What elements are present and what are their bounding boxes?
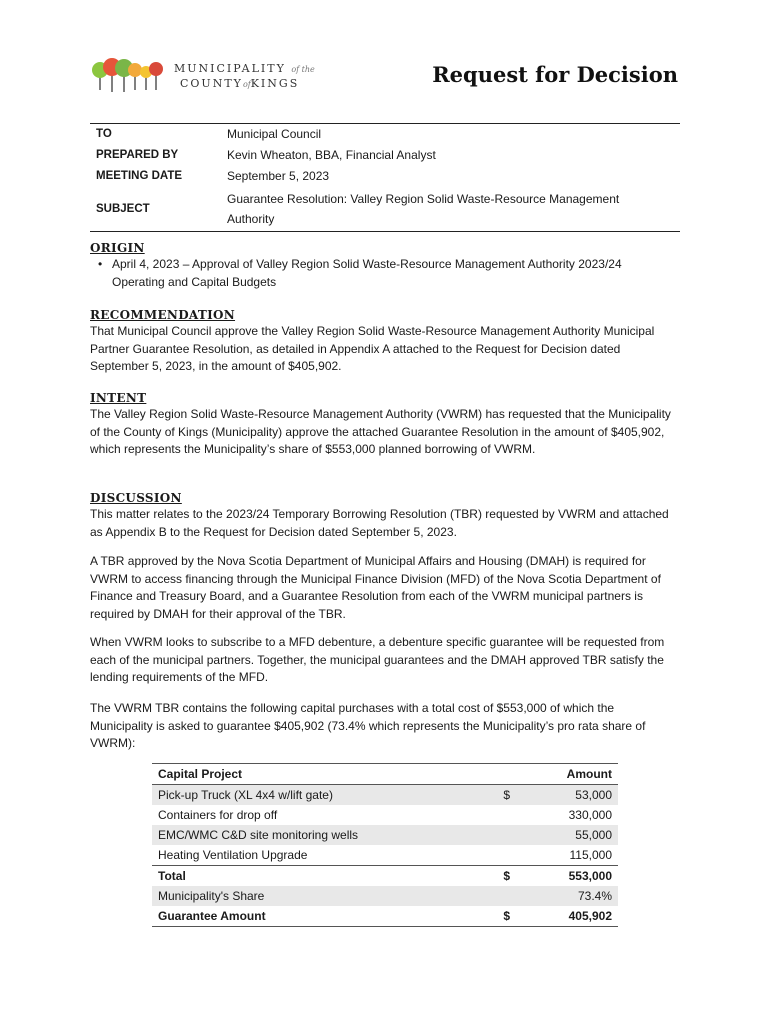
header-value: Kevin Wheaton, BBA, Financial Analyst bbox=[227, 148, 436, 162]
header-value: Municipal Council bbox=[227, 127, 322, 141]
header-label: PREPARED BY bbox=[96, 149, 179, 161]
header-label: SUBJECT bbox=[96, 202, 150, 215]
discussion-paragraph-3: When VWRM looks to subscribe to a MFD debenture, a debenture specific guarantee will be requested from each of the municipal partners. Together, the municipal guarantees and the DMAH approved TBR satisfy the lending requirements of the MFD. bbox=[90, 635, 665, 684]
project-name: Heating Ventilation Upgrade bbox=[158, 848, 308, 862]
dollar-sign: $ bbox=[484, 785, 516, 806]
discussion-paragraph-1: This matter relates to the 2023/24 Temporary Borrowing Resolution (TBR) requested by VWRM and attached as Appendix B to the Request for Decision dated September 5, 2023. bbox=[90, 507, 669, 539]
table-row bbox=[152, 785, 618, 806]
discussion-paragraph-2-block bbox=[90, 553, 680, 623]
recommendation-heading: RECOMMENDATION bbox=[90, 308, 236, 322]
guarantee-amount: 405,902 bbox=[568, 909, 612, 923]
guarantee-label: Guarantee Amount bbox=[158, 909, 266, 923]
dollar-sign: $ bbox=[503, 909, 510, 923]
header-value: September 5, 2023 bbox=[227, 169, 330, 183]
dollar-sign: $ bbox=[484, 866, 516, 887]
project-amount: 330,000 bbox=[568, 808, 612, 822]
project-name: Pick-up Truck (XL 4x4 w/lift gate) bbox=[152, 785, 484, 806]
header-table bbox=[90, 123, 680, 232]
dollar-sign bbox=[484, 805, 516, 825]
municipality-logo bbox=[88, 56, 328, 98]
page-title: Request for Decision bbox=[432, 62, 678, 87]
bullet-icon: • bbox=[98, 257, 103, 271]
origin-bullet-text: April 4, 2023 – Approval of Valley Region Solid Waste-Resource Management Authority 2023/24 Operating and Capital Budgets bbox=[112, 257, 622, 289]
project-amount: 115,000 bbox=[569, 848, 612, 862]
header-label: TO bbox=[96, 128, 112, 140]
logo-line1-main: MUNICIPALITY bbox=[174, 62, 286, 75]
share-row bbox=[152, 886, 618, 906]
intent-heading: INTENT bbox=[90, 391, 147, 405]
logo-line2-small: of bbox=[242, 80, 251, 89]
table-row bbox=[152, 825, 618, 845]
project-name: Containers for drop off bbox=[158, 808, 278, 822]
total-label: Total bbox=[152, 866, 484, 887]
origin-bullet bbox=[98, 256, 680, 291]
header-value: Guarantee Resolution: Valley Region Solid Waste-Resource Management Authority bbox=[227, 192, 620, 226]
intent-section bbox=[90, 390, 680, 459]
logo-line2-main-a: COUNTY bbox=[180, 77, 243, 90]
table-row bbox=[152, 845, 618, 866]
column-header-project: Capital Project bbox=[158, 767, 243, 781]
dollar-sign bbox=[484, 845, 516, 866]
header-label: MEETING DATE bbox=[96, 170, 183, 182]
trees-icon bbox=[88, 56, 168, 98]
share-amount: 73.4% bbox=[516, 886, 618, 906]
discussion-paragraph-3-block bbox=[90, 634, 680, 687]
origin-section bbox=[90, 240, 680, 291]
origin-heading: ORIGIN bbox=[90, 241, 145, 255]
discussion-paragraph-2: A TBR approved by the Nova Scotia Department of Municipal Affairs and Housing (DMAH) is required for VWRM to access financing through the Municipal Finance Division (MFD) of the Nova Scotia Department of Finance and Treasury Board, and a Guarantee Resolution from each of the VWRM municipal partners is required by DMAH for their approval of the TBR. bbox=[90, 554, 661, 621]
discussion-paragraph-4: The VWRM TBR contains the following capital purchases with a total cost of $553,000 of which the Municipality is asked to guarantee $405,902 (73.4% which represents the Municipality’s pro rata share of VWRM): bbox=[90, 701, 646, 750]
capital-project-table bbox=[152, 763, 618, 927]
discussion-heading: DISCUSSION bbox=[90, 491, 182, 505]
project-amount: 53,000 bbox=[516, 785, 618, 806]
recommendation-text: That Municipal Council approve the Valley Region Solid Waste-Resource Management Authority Municipal Partner Guarantee Resolution, as detailed in Appendix A attached to the Request for Decision dated September 5, 2023, in the amount of $405,902. bbox=[90, 324, 655, 373]
logo-wordmark bbox=[174, 62, 315, 90]
header-row-subject bbox=[90, 187, 680, 232]
guarantee-row bbox=[152, 906, 618, 927]
table-row bbox=[152, 805, 618, 825]
logo-line1-small: of the bbox=[291, 65, 315, 74]
recommendation-section bbox=[90, 307, 680, 376]
header-row-meeting-date bbox=[90, 166, 680, 187]
dollar-sign bbox=[484, 825, 516, 845]
intent-text: The Valley Region Solid Waste-Resource Management Authority (VWRM) has requested that the Municipality of the County of Kings (Municipality) approve the attached Guarantee Resolution in the amount of $405,902, which represents the Municipality’s share of $553,000 planned borrowing of VWRM. bbox=[90, 407, 671, 456]
total-amount: 553,000 bbox=[516, 866, 618, 887]
column-header-amount: Amount bbox=[566, 767, 612, 781]
header-row-prepared-by bbox=[90, 145, 680, 166]
table-header-row bbox=[152, 764, 618, 785]
total-row bbox=[152, 866, 618, 887]
discussion-paragraph-4-block bbox=[90, 700, 680, 753]
discussion-section bbox=[90, 490, 680, 541]
share-label: Municipality's Share bbox=[152, 886, 484, 906]
logo-line2-main-b: KINGS bbox=[250, 77, 300, 90]
header-row-to bbox=[90, 124, 680, 146]
project-name: EMC/WMC C&D site monitoring wells bbox=[152, 825, 484, 845]
project-amount: 55,000 bbox=[516, 825, 618, 845]
